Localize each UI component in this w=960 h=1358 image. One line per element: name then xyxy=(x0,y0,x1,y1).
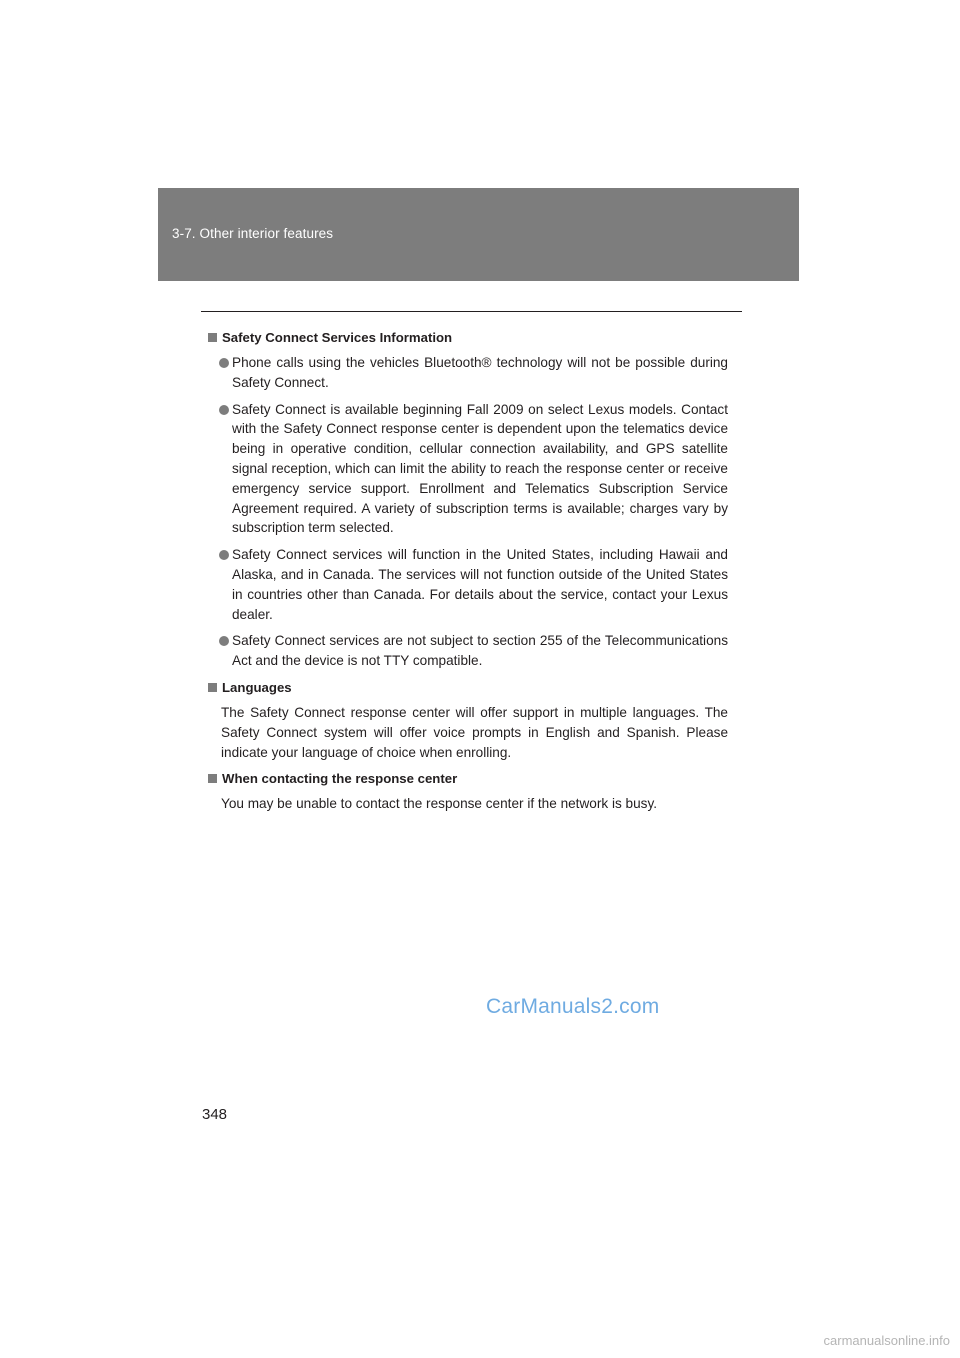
heading-languages xyxy=(208,678,728,698)
heading-contacting-response-center xyxy=(208,769,728,789)
header-band xyxy=(158,188,799,281)
bullet-text: Safety Connect is available beginning Fall 2009 on select Lexus models. Contact with the Safety Connect response center is dependent upon the telematics device being in operative condition, cellular connection availability, and GPS satellite signal reception, which can limit the ability to reach the response center or receive emergency service support. Enrollment and Telematics Subscription Service Agreement required. A variety of subscription terms is available; charges vary by subscription term selected. xyxy=(232,401,728,536)
bullet-text: Safety Connect services are not subject to section 255 of the Telecommunications Act and the device is not TTY compatible. xyxy=(232,633,728,669)
circle-bullet-icon xyxy=(219,550,229,560)
heading-text: Languages xyxy=(222,679,292,695)
watermark-logo: CarManuals2.com xyxy=(486,995,660,1018)
bullet-item xyxy=(208,353,728,393)
page-content xyxy=(208,328,728,814)
square-bullet-icon xyxy=(208,333,217,342)
bullet-text: Phone calls using the vehicles Bluetooth® technology will not be possible during Safety Connect. xyxy=(232,355,728,390)
bullet-item xyxy=(208,631,728,671)
contact-paragraph: You may be unable to contact the response center if the network is busy. xyxy=(221,796,658,812)
circle-bullet-icon xyxy=(219,358,229,368)
header-rule xyxy=(201,311,742,312)
heading-safety-connect-info xyxy=(208,328,728,348)
bullet-text: Safety Connect services will function in the United States, including Hawaii and Alaska, and in Canada. The services will not function outside of the United States in countries other than Canada. For details about the service, contact your Lexus dealer. xyxy=(232,547,728,622)
corner-watermark: carmanualsonline.info xyxy=(823,1333,950,1348)
languages-paragraph: The Safety Connect response center will offer support in multiple languages. The Safety Connect system will offer voice prompts in English and Spanish. Please indicate your language of choice when enrolling. xyxy=(221,704,728,760)
bullet-item xyxy=(208,400,728,539)
square-bullet-icon xyxy=(208,683,217,692)
section-title: 3-7. Other interior features xyxy=(172,226,334,241)
bullet-item xyxy=(208,545,728,624)
heading-text: Safety Connect Services Information xyxy=(222,330,453,345)
circle-bullet-icon xyxy=(219,636,229,646)
page-number: 348 xyxy=(202,1106,228,1123)
circle-bullet-icon xyxy=(219,405,229,415)
square-bullet-icon xyxy=(208,774,217,783)
heading-text: When contacting the response center xyxy=(222,771,458,787)
